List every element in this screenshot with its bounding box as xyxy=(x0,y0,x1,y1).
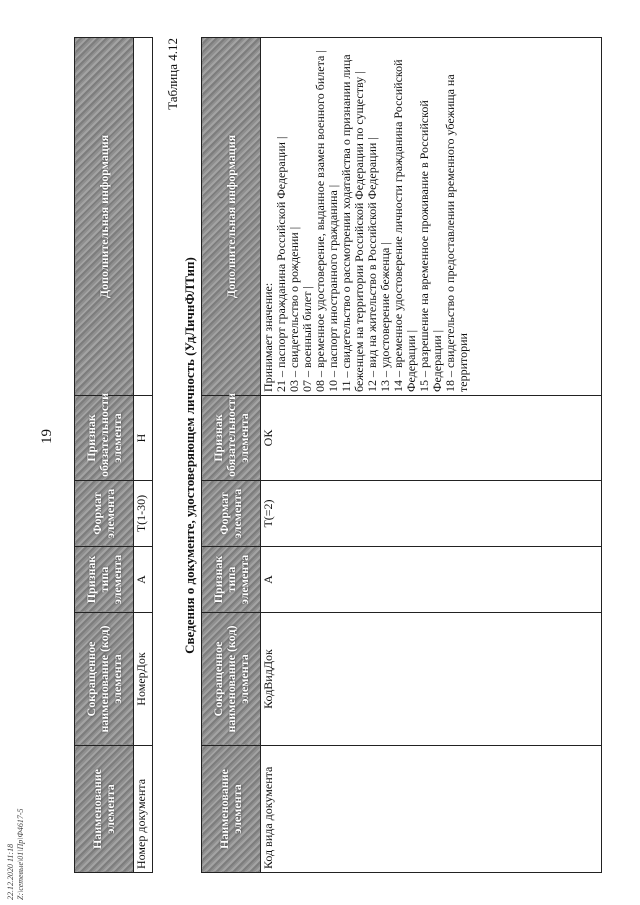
table-header-row xyxy=(75,38,134,873)
footer-file-path: Z:\сетевые\01\Пр\Ф4617-5 xyxy=(16,808,25,900)
cell-required: Н xyxy=(134,396,153,481)
list-item: 03 – свидетельство о рождении | xyxy=(287,226,301,392)
header-element-code: Сокращенное наименование (код) элемента xyxy=(202,613,261,746)
header-additional-info: Дополнительная информация xyxy=(75,38,134,396)
cell-required: ОК xyxy=(261,396,602,481)
header-element-type: Признак типа элемента xyxy=(202,547,261,613)
footer-timestamp: 22.12.2020 11:18 xyxy=(6,843,15,900)
header-element-required: Признак обязательности элемента xyxy=(75,396,134,481)
table-identity-document xyxy=(201,37,602,873)
list-item: 08 – временное удостоверение, выданное взамен военного билета | xyxy=(313,50,327,392)
list-item: 11 – свидетельство о рассмотрении ходатайства о признании лица беженцем на территории Российской Федерации по существу | xyxy=(339,54,366,392)
list-item: 21 – паспорт гражданина Российской Федерации | xyxy=(274,136,288,392)
cell-name: Код вида документа xyxy=(261,746,602,873)
header-element-name: Наименование элемента xyxy=(75,746,134,873)
cell-info xyxy=(261,38,602,396)
table-row xyxy=(261,38,602,873)
header-element-type: Признак типа элемента xyxy=(75,547,134,613)
cell-type: А xyxy=(134,547,153,613)
cell-name: Номер документа xyxy=(134,746,153,873)
header-additional-info: Дополнительная информация xyxy=(202,38,261,396)
list-item: Принимает значение: xyxy=(261,282,275,392)
list-item: 07 – военный билет | xyxy=(300,286,314,392)
cell-format: T(1-30) xyxy=(134,481,153,547)
header-element-required: Признак обязательности элемента xyxy=(202,396,261,481)
table-header-row xyxy=(202,38,261,873)
list-item: 13 – удостоверение беженца | xyxy=(378,242,392,392)
table-row xyxy=(134,38,153,873)
cell-code: НомерДок xyxy=(134,613,153,746)
header-element-format: Формат элемента xyxy=(202,481,261,547)
page-number: 19 xyxy=(39,429,55,444)
footer-file-stamp xyxy=(6,580,30,900)
cell-type: А xyxy=(261,547,602,613)
list-item: 12 – вид на жительство в Российской Федерации | xyxy=(365,137,379,392)
header-element-code: Сокращенное наименование (код) элемента xyxy=(75,613,134,746)
cell-code: КодВидДок xyxy=(261,613,602,746)
header-element-name: Наименование элемента xyxy=(202,746,261,873)
cell-info xyxy=(134,38,153,396)
section-title: Сведения о документе, удостоверяющем личность (УдЛичнФЛТип) xyxy=(182,257,197,654)
document-type-values-list xyxy=(262,41,470,392)
list-item: 18 – свидетельство о предоставлении временного убежища на территории xyxy=(443,74,470,392)
list-item: 14 – временное удостоверение личности гражданина Российской Федерации | xyxy=(391,59,418,392)
rotated-document-content xyxy=(74,38,574,873)
table-document-number xyxy=(74,37,153,873)
list-item: 10 – паспорт иностранного гражданина | xyxy=(326,184,340,392)
table-title-block xyxy=(165,38,201,873)
table-number-label: Таблица 4.12 xyxy=(165,38,180,110)
list-item: 15 – разрешение на временное проживание в Российской Федерации | xyxy=(417,100,444,392)
header-element-format: Формат элемента xyxy=(75,481,134,547)
cell-format: T(=2) xyxy=(261,481,602,547)
